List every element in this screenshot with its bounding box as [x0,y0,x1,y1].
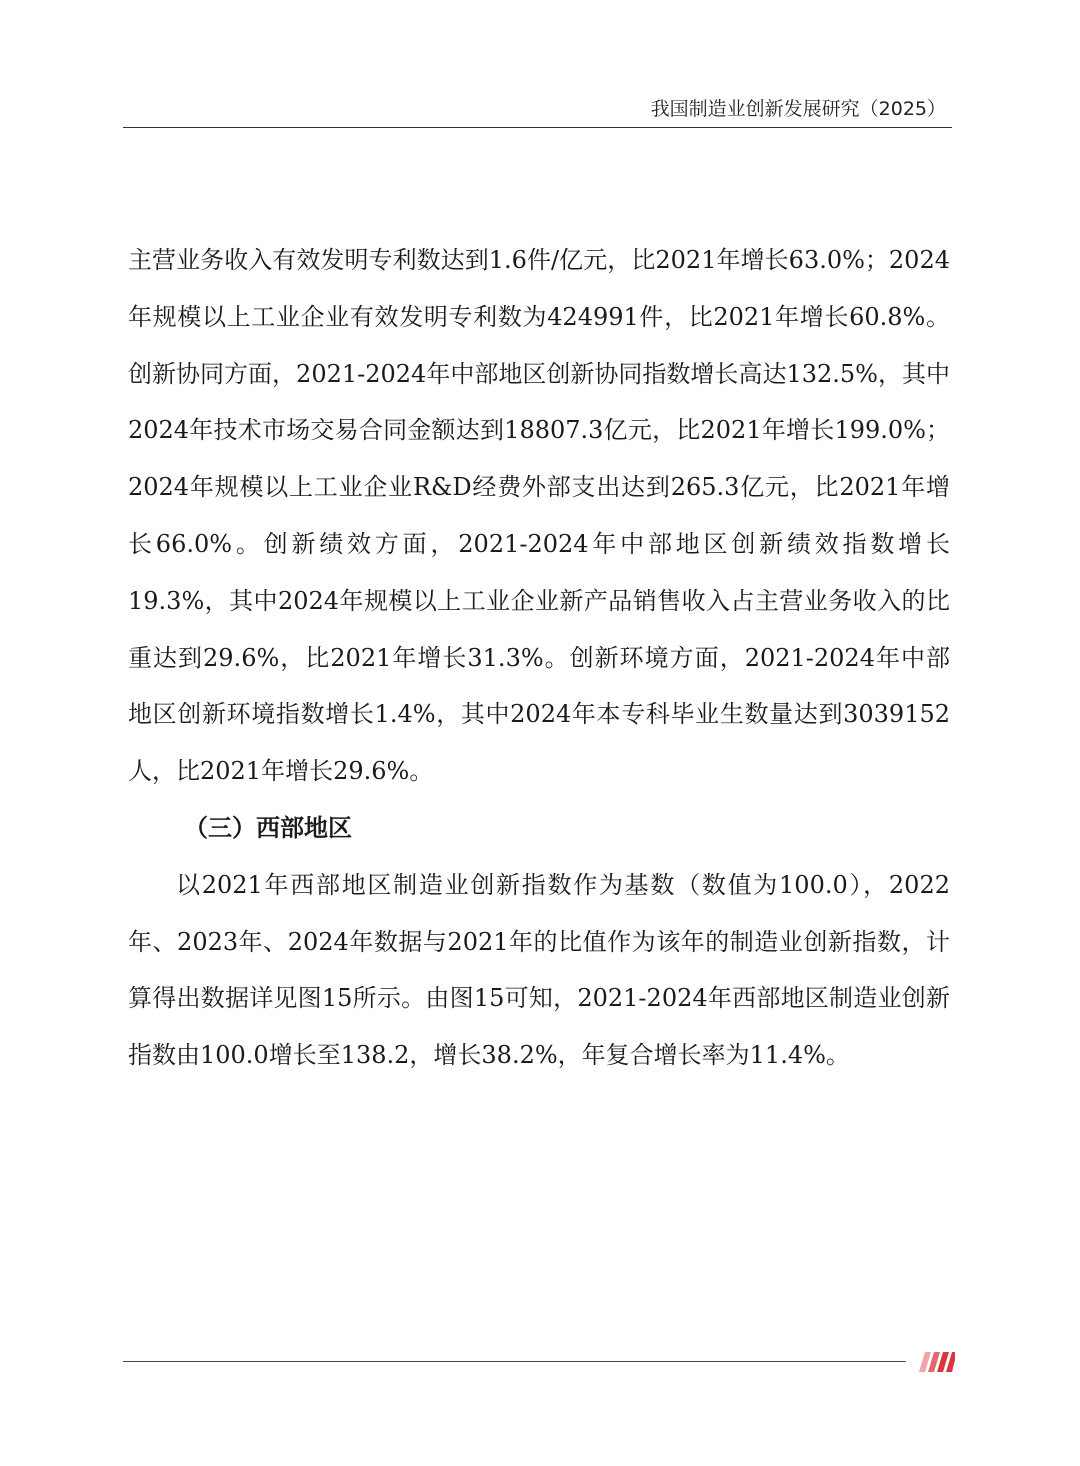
page-body [128,232,950,1084]
header-divider [123,127,952,128]
section-heading: （三）西部地区 [184,813,352,842]
footer-slash-logo-icon [913,1352,955,1372]
footer-divider [123,1361,906,1362]
body-paragraph-continued: 主营业务收入有效发明专利数达到1.6件/亿元，比2021年增长63.0%；2024年规模以上工业企业有效发明专利数为424991件，比2021年增长60.8%。创新协同方面，2021-2024年中部地区创新协同指数增长高达132.5%，其中2024年技术市场交易合同金额达到18807.3亿元，比2021年增长199.0%；2024年规模以上工业企业R&D经费外部支出达到265.3亿元，比2021年增长66.0%。创新绩效方面，2021-2024年中部地区创新绩效指数增长19.3%，其中2024年规模以上工业企业新产品销售收入占主营业务收入的比重达到29.6%，比2021年增长31.3%。创新环境方面，2021-2024年中部地区创新环境指数增长1.4%，其中2024年本专科毕业生数量达到3039152人，比2021年增长29.6%。 [128,246,950,786]
running-header-title: 我国制造业创新发展研究（2025） [650,98,946,120]
body-paragraph: 以2021年西部地区制造业创新指数作为基数（数值为100.0），2022年、2023年、2024年数据与2021年的比值作为该年的制造业创新指数，计算得出数据详见图15所示。由图15可知，2021-2024年西部地区制造业创新指数由100.0增长至138.2，增长38.2%，年复合增长率为11.4%。 [128,870,950,1070]
